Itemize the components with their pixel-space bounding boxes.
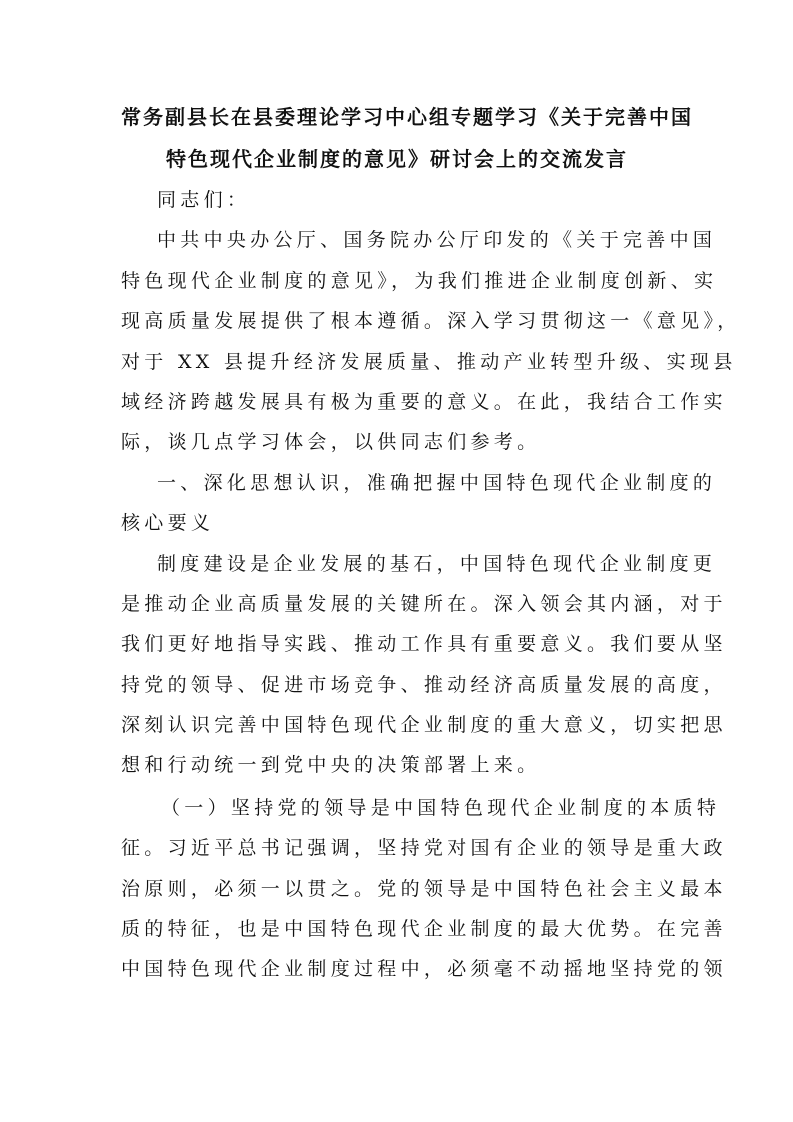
paragraph-line: 际，谈几点学习体会，以供同志们参考。 bbox=[121, 431, 541, 454]
paragraph-line: （一）坚持党的领导是中国特色现代企业制度的本质特 bbox=[161, 796, 721, 819]
paragraph-line: 对于 XX 县提升经济发展质量、推动产业转型升级、实现县 bbox=[121, 350, 737, 373]
paragraph-line: 制度建设是企业发展的基石，中国特色现代企业制度更 bbox=[157, 552, 717, 575]
paragraph-line: 中国特色现代企业制度过程中，必须毫不动摇地坚持党的领 bbox=[121, 958, 727, 981]
paragraph-line: 特色现代企业制度的意见》，为我们推进企业制度创新、实 bbox=[121, 269, 718, 292]
document-title bbox=[121, 96, 693, 180]
paragraph-line: 域经济跨越发展具有极为重要的意义。在此，我结合工作实 bbox=[121, 390, 727, 413]
paragraph-line: 征。习近平总书记强调，坚持党对国有企业的领导是重大政 bbox=[121, 837, 727, 860]
paragraph-line: 是推动企业高质量发展的关键所在。深入领会其内涵，对于 bbox=[121, 592, 727, 615]
paragraph-line: 治原则，必须一以贯之。党的领导是中国特色社会主义最本 bbox=[121, 877, 727, 900]
paragraph-line: 质的特征，也是中国特色现代企业制度的最大优势。在完善 bbox=[121, 918, 727, 941]
title-line-1: 常务副县长在县委理论学习中心组专题学习《关于完善中国 bbox=[121, 105, 693, 129]
paragraph-party-leadership bbox=[121, 788, 727, 990]
paragraph-line: 现高质量发展提供了根本遵循。深入学习贯彻这一《意见》， bbox=[121, 310, 741, 333]
section-heading-1 bbox=[121, 463, 717, 544]
heading-line: 核心要义 bbox=[121, 512, 215, 535]
paragraph-institution bbox=[121, 544, 727, 786]
heading-line: 一、深化思想认识，准确把握中国特色现代企业制度的 bbox=[157, 471, 717, 494]
paragraph-line: 中共中央办公厅、国务院办公厅印发的《关于完善中国 bbox=[157, 229, 717, 252]
paragraph-intro bbox=[121, 220, 741, 462]
title-line-2: 特色现代企业制度的意见》研讨会上的交流发言 bbox=[166, 147, 628, 171]
paragraph-line: 我们更好地指导实践、推动工作具有重要意义。我们要从坚 bbox=[121, 633, 727, 656]
paragraph-line: 持党的领导、促进市场竞争、推动经济高质量发展的高度， bbox=[121, 673, 727, 696]
paragraph-line: 深刻认识完善中国特色现代企业制度的重大意义，切实把思 bbox=[121, 714, 727, 737]
greeting: 同志们： bbox=[157, 189, 251, 211]
paragraph-line: 想和行动统一到党中央的决策部署上来。 bbox=[121, 754, 541, 777]
document-body bbox=[121, 180, 741, 990]
